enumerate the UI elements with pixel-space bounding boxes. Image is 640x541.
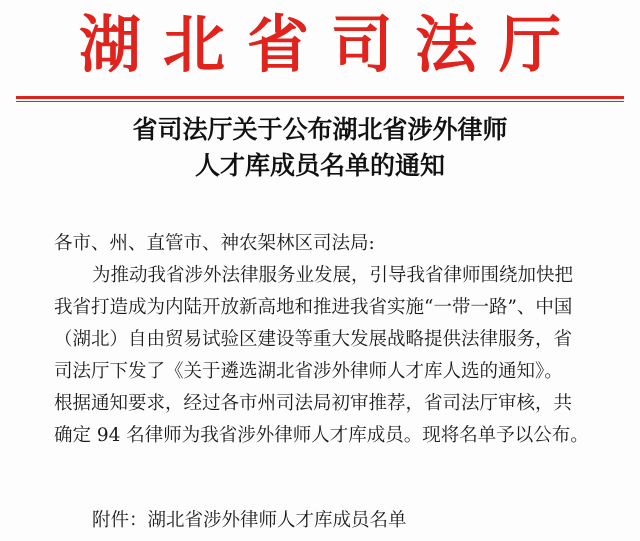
notice-paragraph xyxy=(54,260,614,452)
notice-title-line-1: 省司法厅关于公布湖北省涉外律师 xyxy=(132,115,508,144)
paragraph-line-6: 确定 94 名律师为我省涉外律师人才库成员。现将名单予以公布。 xyxy=(54,425,589,446)
notice-title-line-2: 人才库成员名单的通知 xyxy=(194,151,445,180)
paragraph-line-2: 我省打造成为内陆开放新高地和推进我省实施“一带一路”、中国 xyxy=(54,297,573,318)
masthead-title: 湖北省司法厅 xyxy=(78,8,583,81)
red-header-rule-thin xyxy=(16,101,624,102)
attachment-line: 附件：湖北省涉外律师人才库成员名单 xyxy=(92,510,407,531)
paragraph-line-5: 根据通知要求，经过各市州司法局初审推荐，省司法厅审核，共 xyxy=(54,393,573,414)
paragraph-line-1: 为推动我省涉外法律服务业发展，引导我省律师围绕加快把 xyxy=(92,265,574,286)
salutation: 各市、州、直管市、神农架林区司法局: xyxy=(54,233,375,254)
paragraph-line-3: （湖北）自由贸易试验区建设等重大发展战略提供法律服务，省 xyxy=(54,329,573,350)
red-header-rule xyxy=(16,96,624,99)
paragraph-line-4: 司法厅下发了《关于遴选湖北省涉外律师人才库人选的通知》。 xyxy=(54,361,563,382)
